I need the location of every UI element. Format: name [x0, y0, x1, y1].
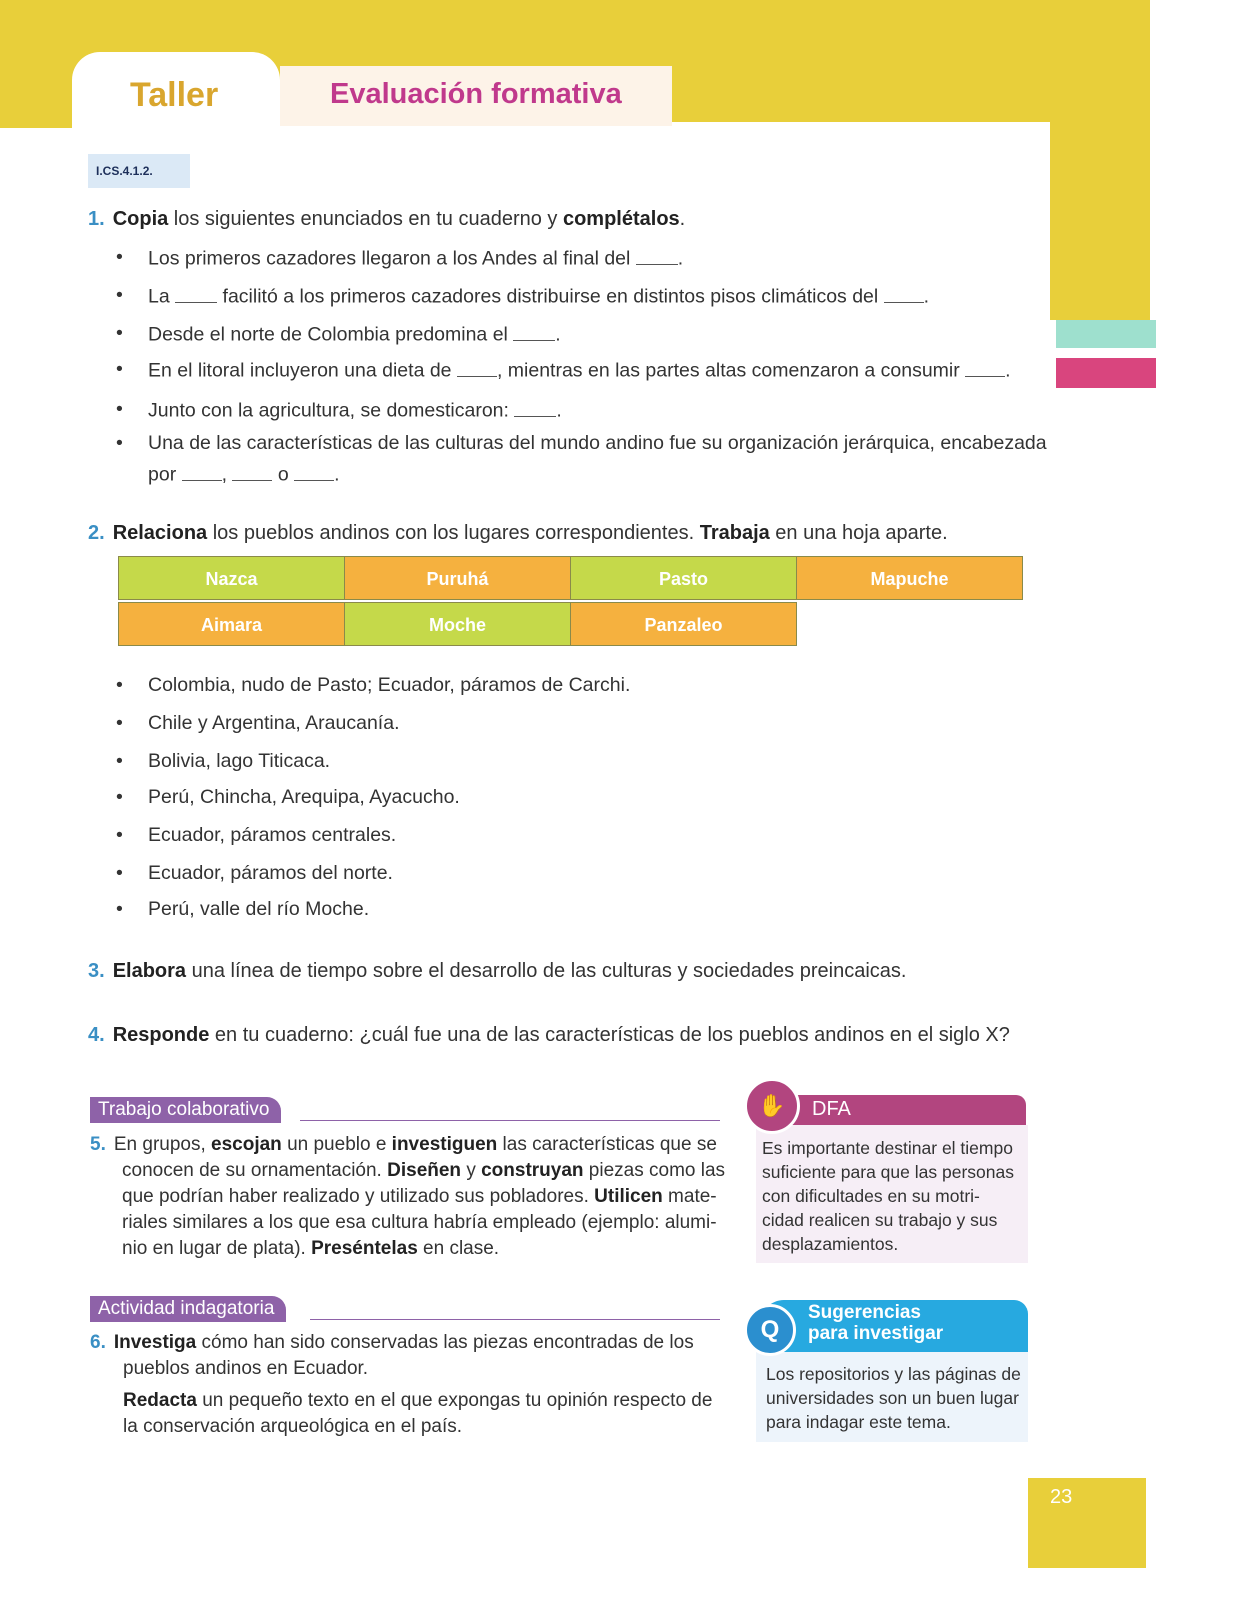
verb: Copia	[112, 208, 169, 230]
hands-icon: ✋	[744, 1078, 800, 1134]
question-1	[88, 208, 685, 231]
list-item: • Los primeros cazadores llegaron a los Andes al final del .	[118, 246, 683, 271]
table-cell: Aimara	[118, 602, 345, 646]
list-item: • Una de las características de las culturas del mundo andino fue su organización jerárquica, encabezada	[118, 432, 1047, 455]
question-2	[88, 522, 948, 545]
page-number-tab	[1028, 1478, 1146, 1568]
section-divider	[300, 1120, 720, 1121]
dfa-title: DFA	[812, 1098, 851, 1120]
question-5: 5. En grupos, escojan un pueblo e investiguen las características que se conocen de su ornamentación. Diseñen y construyan piezas como las que podrían haber realizado y utilizado sus pobladores. Utilicen mate- riales similares a los que esa cultura habría empleado (ejemplo: alumi- nio en lugar de plata). Preséntelas en clase.	[90, 1134, 726, 1259]
list-item: • Bolivia, lago Titicaca.	[118, 750, 330, 773]
list-item: • Colombia, nudo de Pasto; Ecuador, páramos de Carchi.	[118, 674, 630, 697]
question-text: los siguientes enunciados en tu cuaderno y	[168, 208, 563, 230]
search-icon: Q	[744, 1304, 796, 1356]
collaborative-work-header: Trabajo colaborativo	[90, 1097, 281, 1123]
list-item: • Ecuador, páramos del norte.	[118, 862, 393, 885]
list-item: • Chile y Argentina, Araucanía.	[118, 712, 400, 735]
list-item: • Perú, Chincha, Arequipa, Ayacucho.	[118, 786, 460, 809]
list-item: • Perú, valle del río Moche.	[118, 898, 369, 921]
dfa-header	[790, 1095, 1026, 1125]
peoples-table	[118, 556, 1028, 651]
verb: Trabaja	[699, 522, 770, 544]
question-number: 2.	[88, 522, 105, 544]
verb: Relaciona	[112, 522, 208, 544]
list-item: • En el litoral incluyeron una dieta de , mientras en las partes altas comenzaron a consumir .	[118, 358, 1011, 383]
indicator-code: I.CS.4.1.2.	[88, 154, 190, 188]
question-6: 6. Investiga cómo han sido conservadas las piezas encontradas de los pueblos andinos en Ecuador. Redacta un pequeño texto en el que expongas tu opinión respecto de la conservación arqueológica en el país.	[90, 1332, 713, 1437]
pink-side-marker	[1056, 358, 1156, 388]
evaluation-tab	[280, 66, 672, 126]
page-number: 23	[1050, 1486, 1073, 1508]
question-number: 1.	[88, 208, 105, 230]
teal-side-marker	[1056, 320, 1156, 348]
list-item: • Junto con la agricultura, se domesticaron: .	[118, 398, 562, 423]
table-cell: Nazca	[118, 556, 345, 600]
section-divider	[310, 1319, 720, 1320]
table-cell: Pasto	[570, 556, 797, 600]
evaluation-title: Evaluación formativa	[330, 78, 622, 110]
table-cell: Mapuche	[796, 556, 1023, 600]
question-text: en una hoja aparte.	[769, 522, 948, 544]
taller-label: Taller	[130, 76, 219, 114]
table-cell: Panzaleo	[570, 602, 797, 646]
verb: complétalos	[562, 208, 680, 230]
table-cell: Moche	[344, 602, 571, 646]
list-item-continuation: por , o .	[148, 463, 340, 486]
question-4: 4. Responde en tu cuaderno: ¿cuál fue una de las características de los pueblos andinos en el siglo X?	[88, 1024, 1010, 1046]
right-color-band	[1050, 0, 1150, 320]
question-text: .	[679, 208, 686, 230]
question-3: 3. Elabora una línea de tiempo sobre el desarrollo de las culturas y sociedades preincaicas.	[88, 960, 907, 982]
suggestions-text: Los repositorios y las páginas de universidades son un buen lugar para indagar este tema.	[766, 1364, 1021, 1432]
list-item: • La facilitó a los primeros cazadores distribuirse en distintos pisos climáticos del .	[118, 284, 929, 309]
list-item: • Desde el norte de Colombia predomina el .	[118, 322, 561, 347]
taller-tab	[72, 52, 280, 132]
table-cell: Puruhá	[344, 556, 571, 600]
suggestions-title: Sugerencias para investigar	[808, 1302, 944, 1344]
dfa-text: Es importante destinar el tiempo suficiente para que las personas con dificultades en su motri- cidad realicen su trabajo y sus desplazamientos.	[762, 1138, 1014, 1254]
list-item: • Ecuador, páramos centrales.	[118, 824, 396, 847]
question-text: los pueblos andinos con los lugares correspondientes.	[207, 522, 700, 544]
inquiry-activity-header: Actividad indagatoria	[90, 1296, 286, 1322]
